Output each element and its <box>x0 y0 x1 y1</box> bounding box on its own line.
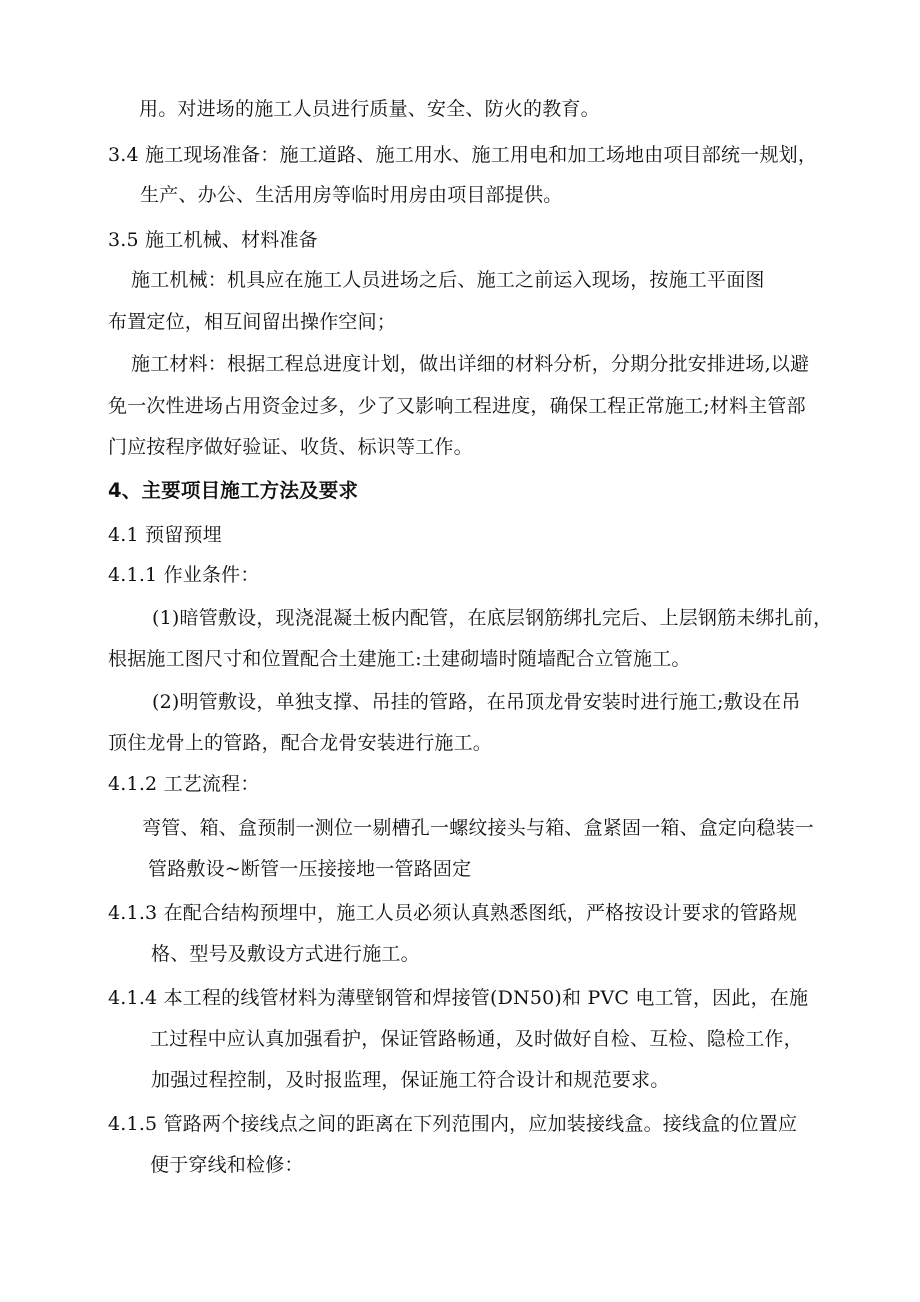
paragraph-line: 便于穿线和检修： <box>150 1154 304 1176</box>
paragraph-line: 4.1.3 在配合结构预埋中，施工人员必须认真熟悉图纸，严格按设计要求的管路规 <box>108 902 798 924</box>
paragraph-line: 格、型号及敷设方式进行施工。 <box>151 943 420 965</box>
section-title: 4.1.1 作业条件： <box>108 564 260 586</box>
section-title: 4.1 预留预埋 <box>108 524 222 546</box>
paragraph-line: 施工机械：机具应在施工人员进场之后、施工之前运入现场，按施工平面图 <box>131 269 765 291</box>
section-title: 3.5 施工机械、材料准备 <box>108 229 318 251</box>
paragraph-line: 弯管、箱、盒预制一测位一剔槽孔一螺纹接头与箱、盒紧固一箱、盒定向稳装一 <box>142 817 815 839</box>
chapter-heading: 4、主要项目施工方法及要求 <box>108 479 359 502</box>
paragraph-line: 管路敷设~断管一压接接地一管路固定 <box>148 858 472 880</box>
section-title: 4.1.2 工艺流程： <box>108 773 260 795</box>
paragraph-line: 门应按程序做好验证、收货、标识等工作。 <box>108 436 473 458</box>
paragraph-line: (2)明管敷设，单独支撑、吊挂的管路，在吊顶龙骨安装时进行施工;敷设在吊 <box>152 691 801 713</box>
paragraph-line: 免一次性进场占用资金过多，少了又影响工程进度，确保工程正常施工;材料主管部 <box>108 395 806 417</box>
paragraph-line: 4.1.5 管路两个接线点之间的距离在下列范围内，应加装接线盒。接线盒的位置应 <box>108 1113 798 1135</box>
paragraph-line: 3.4 施工现场准备：施工道路、施工用水、施工用电和加工场地由项目部统一规划， <box>108 144 818 166</box>
paragraph-line: 顶住龙骨上的管路，配合龙骨安装进行施工。 <box>108 732 493 754</box>
paragraph-line: 4.1.4 本工程的线管材料为薄壁钢管和焊接管(DN50)和 PVC 电工管，因此，在施 <box>108 987 809 1009</box>
paragraph-line: 根据施工图尺寸和位置配合土建施工:土建砌墙时随墙配合立管施工。 <box>108 648 691 670</box>
paragraph-line: 加强过程控制，及时报监理，保证施工符合设计和规范要求。 <box>151 1069 670 1091</box>
paragraph-line: 布置定位，相互间留出操作空间； <box>108 311 397 333</box>
paragraph-line: 生产、办公、生活用房等临时用房由项目部提供。 <box>140 184 563 206</box>
paragraph-line: (1)暗管敷设，现浇混凝土板内配管，在底层钢筋绑扎完后、上层钢筋未绑扎前， <box>152 607 833 629</box>
paragraph-line: 施工材料：根据工程总进度计划，做出详细的材料分析，分期分批安排进场,以避 <box>131 353 810 375</box>
paragraph-line: 用。对进场的施工人员进行质量、安全、防火的教育。 <box>139 98 600 120</box>
paragraph-line: 工过程中应认真加强看护，保证管路畅通，及时做好自检、互检、隐检工作， <box>150 1028 803 1050</box>
